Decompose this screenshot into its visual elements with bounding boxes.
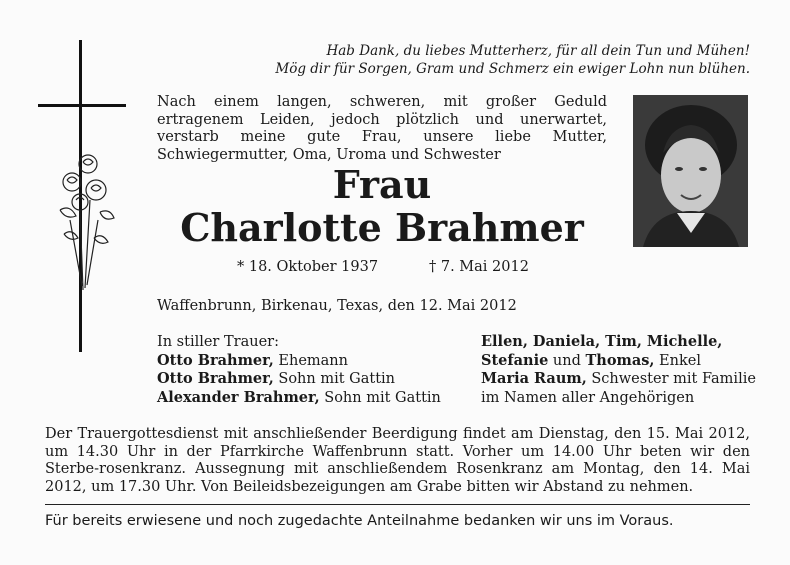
mourner-line: Alexander Brahmer, Sohn mit Gattin	[157, 388, 441, 406]
birth-date: * 18. Oktober 1937	[237, 259, 379, 275]
mourner-line: Otto Brahmer, Ehemann	[157, 351, 348, 369]
name-prefix: Frau	[332, 162, 432, 207]
service-notice: Der Trauergottesdienst mit anschließender Beerdigung findet am Dienstag, den 15. Mai 2012, um 14.30 Uhr in der Pfarrkirche Waffenbrunn statt. Vorher um 14.00 Uhr beten wir den Sterbe-rosenkranz. Aussegnung mit anschließendem Rosenkranz am Montag, den 14. Mai 2012, um 17.30 Uhr. Von Beileidsbezeigungen am Grabe bitten wir Abstand zu nehmen.	[45, 426, 750, 495]
poem-line-2: Mög dir für Sorgen, Gram und Schmerz ein ewiger Lohn nun blühen.	[275, 61, 750, 77]
mourners-left	[157, 333, 441, 407]
roses-icon	[50, 150, 122, 290]
mourner-line: Otto Brahmer, Sohn mit Gattin	[157, 370, 396, 387]
mourner-line: Ellen, Daniela, Tim, Michelle,	[481, 333, 723, 350]
divider	[45, 504, 750, 505]
portrait-photo	[633, 95, 748, 247]
death-date: † 7. Mai 2012	[429, 259, 529, 275]
intro-text: Nach einem langen, schweren, mit großer Geduld ertragenem Leiden, jedoch plötzlich und unerwartet, verstarb meine gute Frau, unsere liebe Mutter, Schwiegermutter, Oma, Uroma und Schwester	[157, 94, 607, 163]
thanks-text: Für bereits erwiesene und noch zugedachte Anteilnahme bedanken wir uns im Voraus.	[45, 513, 674, 529]
place-date: Waffenbrunn, Birkenau, Texas, den 12. Mai 2012	[157, 298, 517, 314]
poem-line-1: Hab Dank, du liebes Mutterherz, für all dein Tun und Mühen!	[326, 43, 750, 59]
mourner-line: im Namen aller Angehörigen	[481, 389, 695, 406]
mourner-line: In stiller Trauer:	[157, 334, 279, 350]
mourners-right	[481, 333, 756, 407]
mourner-line: Stefanie und Thomas, Enkel	[481, 351, 701, 369]
mourner-line: Maria Raum, Schwester mit Familie	[481, 370, 756, 387]
deceased-name: Charlotte Brahmer	[180, 205, 584, 250]
poem	[250, 42, 750, 78]
cross-bar	[38, 104, 126, 107]
